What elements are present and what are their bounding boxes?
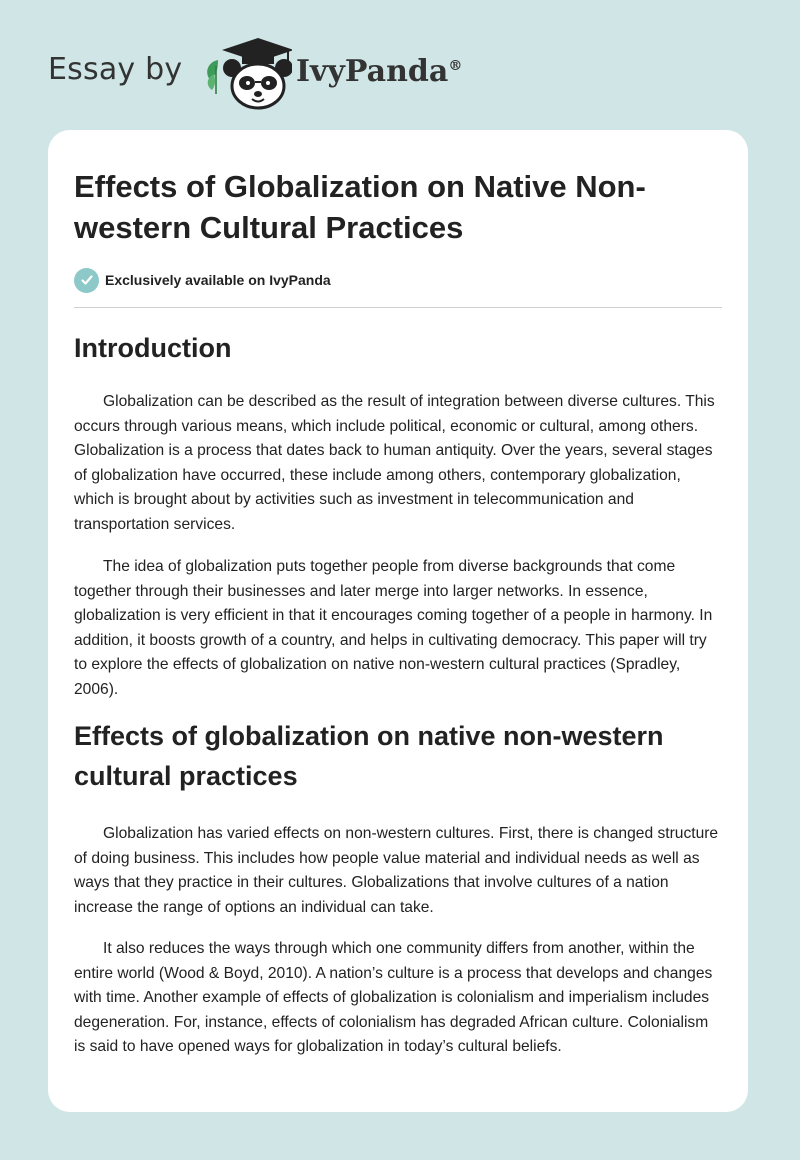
registered-mark: ® xyxy=(448,58,463,74)
essay-card xyxy=(48,130,748,1112)
paragraph: Globalization can be described as the result of integration between diverse cultures. This occurs through various means, which include political, economic or cultural, among others. Globalization is a process that dates back to human antiquity. Over the years, several stages of globalization have occurred, these include among others, contemporary globalization, which is brought about by activities such as investment in telecommunication and transportation services. xyxy=(74,393,715,533)
section-heading-introduction: Introduction xyxy=(74,333,232,363)
paragraph: It also reduces the ways through which one community differs from another, within the entire world (Wood & Boyd, 2010). A nation’s culture is a process that develops and changes with time. Another example of effects of globalization is colonialism and imperialism includes degeneration. For, instance, effects of colonialism has degraded African culture. Colonialism is said to have opened ways for globalization in today’s cultural beliefs. xyxy=(74,940,713,1055)
exclusive-badge-label: Exclusively available on IvyPanda xyxy=(105,272,331,288)
site-header xyxy=(48,34,568,114)
essay-title: Effects of Globalization on Native Non-western Cultural Practices xyxy=(74,169,646,245)
exclusive-badge xyxy=(74,267,722,293)
paragraph: Globalization has varied effects on non-western cultures. First, there is changed structure of doing business. This includes how people value material and individual needs as well as ways that they practice in their cultures. Globalizations that involve cultures of a nation increase the range of options an individual can take. xyxy=(74,825,719,916)
panda-logo-icon[interactable] xyxy=(202,36,292,112)
paragraph: The idea of globalization puts together people from diverse backgrounds that come together through their businesses and later merge into larger networks. In essence, globalization is very efficient in that it encourages coming together of a people in harmony. In addition, it boosts growth of a country, and helps in cultivating democracy. This paper will try to explore the effects of globalization on native non-western cultural practices (Spradley, 2006). xyxy=(74,558,713,698)
title-divider xyxy=(74,307,722,308)
essay-by-label: Essay by xyxy=(48,52,183,87)
brand-text: IvyPanda xyxy=(296,54,449,89)
brand-name[interactable] xyxy=(296,54,462,89)
section-heading-effects: Effects of globalization on native non-western cultural practices xyxy=(74,721,664,791)
checkmark-graphic xyxy=(80,273,94,287)
panda-logo-graphic xyxy=(202,36,292,112)
check-circle-icon xyxy=(74,268,99,293)
